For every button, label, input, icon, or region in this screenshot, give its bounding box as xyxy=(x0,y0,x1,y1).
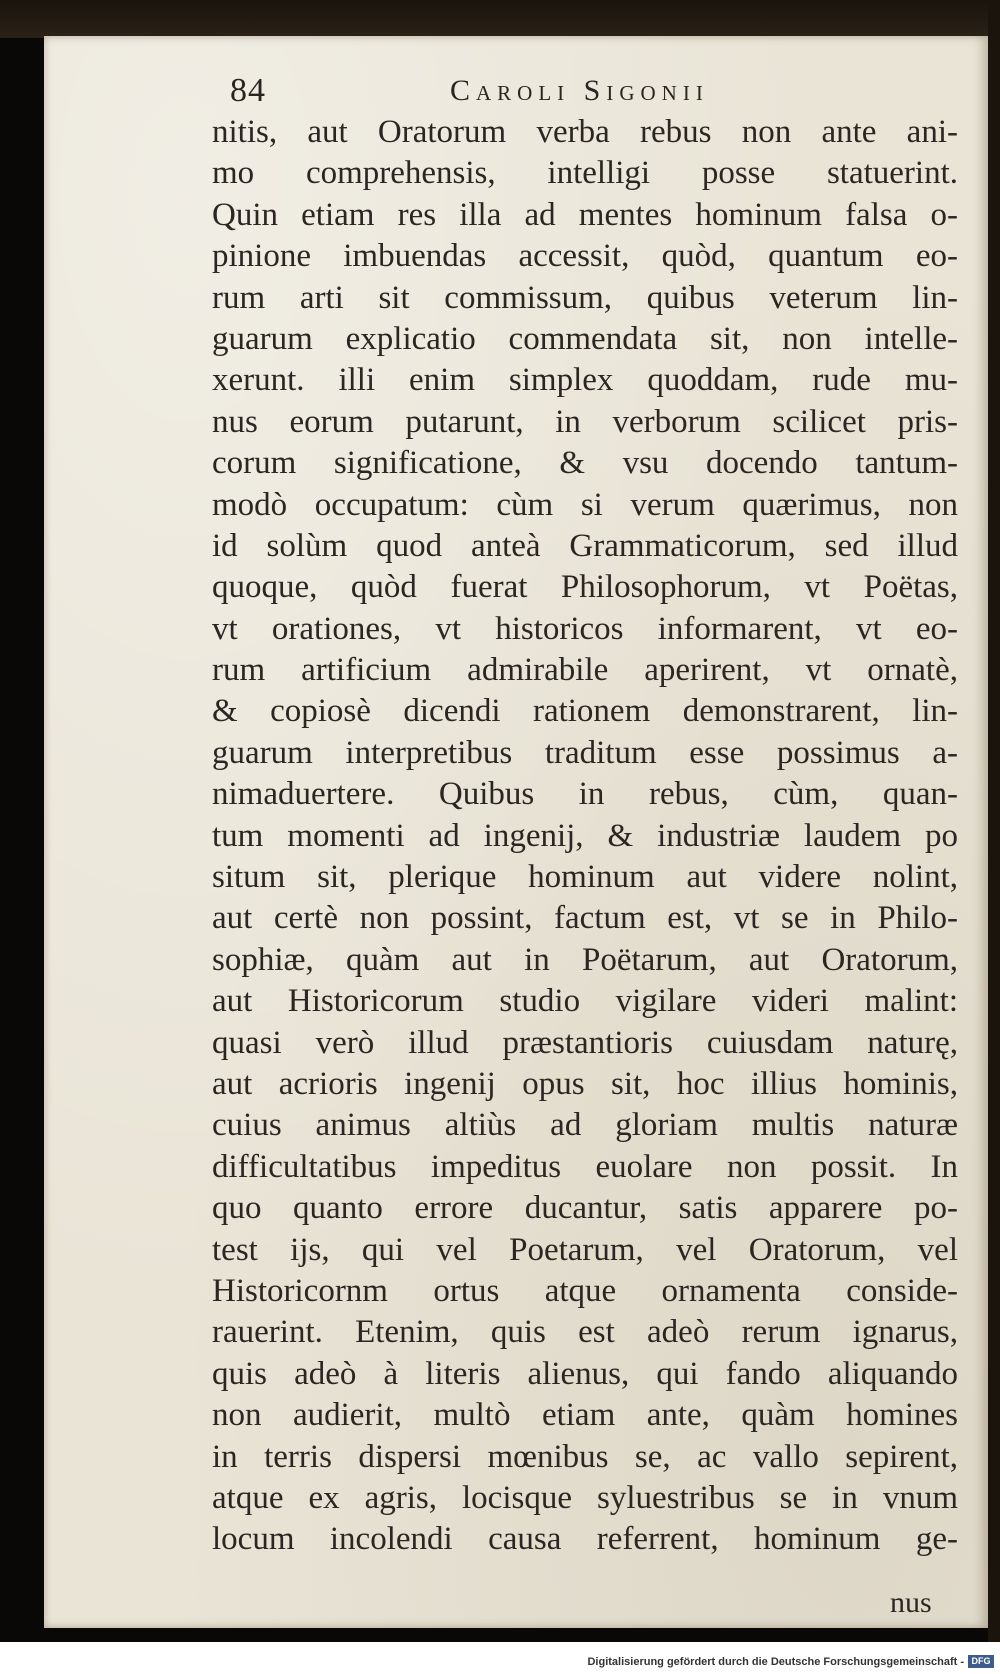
text-line: aut Historicorum studio vigilare videri malint: xyxy=(212,983,958,1020)
text-line: & copiosè dicendi rationem demonstrarent, lin- xyxy=(212,693,958,730)
text-line: xerunt. illi enim simplex quoddam, rude mu- xyxy=(212,362,958,399)
text-line: id solùm quod anteà Grammaticorum, sed illud xyxy=(212,527,958,564)
text-line: difficultatibus impeditus euolare non possit. In xyxy=(212,1148,958,1185)
text-line: rum arti sit commissum, quibus veterum lin- xyxy=(212,279,958,316)
text-line: non audierit, multò etiam ante, quàm homines xyxy=(212,1397,958,1434)
text-line: nitis, aut Oratorum verba rebus non ante ani- xyxy=(212,114,958,150)
text-line: nimaduertere. Quibus in rebus, cùm, quan- xyxy=(212,776,958,813)
text-line: quo quanto errore ducantur, satis apparere po- xyxy=(212,1190,958,1227)
text-line: Historicornm ortus atque ornamenta conside- xyxy=(212,1272,958,1309)
text-line: in terris dispersi mœnibus se, ac vallo sepirent, xyxy=(212,1438,958,1475)
page-header xyxy=(230,72,830,116)
text-line: guarum interpretibus traditum esse possimus a- xyxy=(212,734,958,771)
text-line: tum momenti ad ingenij, & industriæ laudem po xyxy=(212,817,958,854)
running-head: Caroli Sigonii xyxy=(450,74,709,107)
body-text xyxy=(212,112,958,1561)
text-line: locum incolendi causa referrent, hominum ge- xyxy=(212,1521,958,1558)
text-line: aut certè non possint, factum est, vt se in Philo- xyxy=(212,900,958,937)
text-line: Quin etiam res illa ad mentes hominum falsa o- xyxy=(212,196,958,233)
book-right-edge xyxy=(988,0,1000,1674)
text-line: sophiæ, quàm aut in Poëtarum, aut Oratorum, xyxy=(212,941,958,978)
text-line: cuius animus altiùs ad gloriam multis naturæ xyxy=(212,1107,958,1144)
funding-credit: Digitalisierung gefördert durch die Deutsche Forschungsgemeinschaft - xyxy=(587,1656,964,1668)
catchword: nus xyxy=(890,1586,932,1619)
dfg-logo: DFG xyxy=(968,1655,994,1668)
text-line: guarum explicatio commendata sit, non intelle- xyxy=(212,320,958,357)
text-line: aut acrioris ingenij opus sit, hoc illius hominis, xyxy=(212,1065,958,1102)
text-line: rum artificium admirabile aperirent, vt ornatè, xyxy=(212,652,958,689)
text-line: corum significatione, & vsu docendo tantum- xyxy=(212,445,958,482)
text-line: mo comprehensis, intelligi posse statuerint. xyxy=(212,155,958,192)
text-line: pinione imbuendas accessit, quòd, quantum eo- xyxy=(212,238,958,275)
page-number: 84 xyxy=(230,72,266,109)
text-line: quis adeò à literis alienus, qui fando aliquando xyxy=(212,1355,958,1392)
text-line: situm sit, plerique hominum aut videre nolint, xyxy=(212,859,958,896)
book-top-edge xyxy=(0,0,1000,38)
text-line: atque ex agris, locisque syluestribus se in vnum xyxy=(212,1479,958,1516)
text-line: modò occupatum: cùm si verum quærimus, non xyxy=(212,486,958,523)
text-line: quasi verò illud præstantioris cuiusdam naturę, xyxy=(212,1024,958,1061)
text-line: vt orationes, vt historicos informarent, vt eo- xyxy=(212,610,958,647)
text-line: quoque, quòd fuerat Philosophorum, vt Poëtas, xyxy=(212,569,958,606)
text-line: nus eorum putarunt, in verborum scilicet pris- xyxy=(212,403,958,440)
text-line: test ijs, qui vel Poetarum, vel Oratorum, vel xyxy=(212,1231,958,1268)
text-line: rauerint. Etenim, quis est adeò rerum ignarus, xyxy=(212,1314,958,1351)
